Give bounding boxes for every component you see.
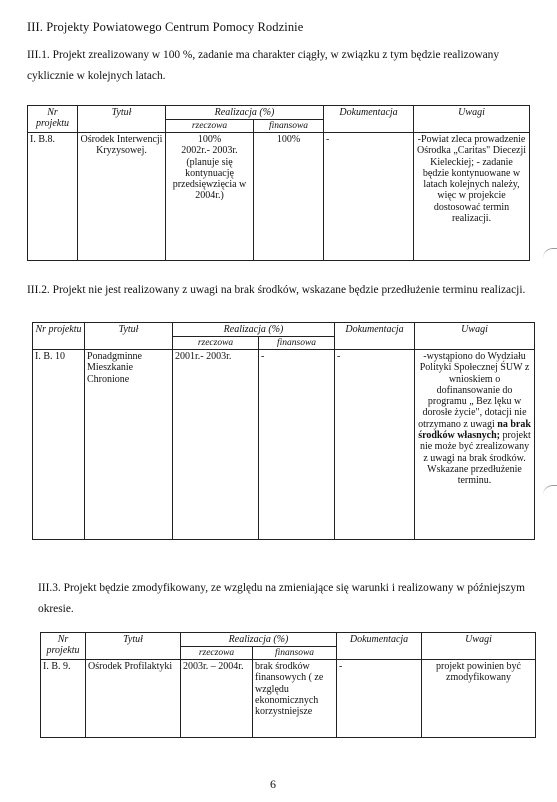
header-dokumentacja: Dokumentacja xyxy=(337,633,422,660)
header-uwagi: Uwagi xyxy=(414,106,530,133)
header-rzeczowa: rzeczowa xyxy=(166,120,254,133)
page-number: 6 xyxy=(270,777,276,791)
rzeczowa-percent: 100% xyxy=(197,134,222,145)
uwagi-part-a: -wystąpiono do Wydziału Polityki Społecznej ŚUW z wnioskiem o dofinansowanie do programu „ Bez lęku w dorosłe życie", dotacji nie otrzymano z uwagi xyxy=(418,351,530,430)
cell-uwagi: -Powiat zleca prowadzenie Ośrodka „Caritas" Diecezji Kieleckiej; - zadanie będzie kontynuowane w latach kolejnych należy, więc w projekcie dostosować termin realizacji. xyxy=(414,133,530,261)
cell-finansowa: brak środków finansowych ( ze względu ekonomicznych korzystniejsze xyxy=(253,660,337,738)
cell-dokumentacja: - xyxy=(337,660,422,738)
uwagi-part-b: na brak środków własnych; xyxy=(418,418,531,442)
scan-margin-mark xyxy=(543,248,557,259)
cell-dokumentacja: - xyxy=(335,350,415,540)
header-nr: Nr projektu xyxy=(33,323,85,350)
cell-rzeczowa: 2003r. – 2004r. xyxy=(181,660,253,738)
section1-text: III.1. Projekt zrealizowany w 100 %, zadanie ma charakter ciągły, w związku z tym będzie realizowany cyklicznie w kolejnych latach. xyxy=(27,49,500,82)
header-tytul: Tytuł xyxy=(86,633,181,660)
header-tytul: Tytuł xyxy=(78,106,166,133)
cell-nr: I. B. 10 xyxy=(33,350,85,540)
cell-tytul: Ponadgminne Mieszkanie Chronione xyxy=(85,350,173,540)
header-realizacja: Realizacja (%) xyxy=(181,633,337,647)
section3-text: III.3. Projekt będzie zmodyfikowany, ze względu na zmieniające się warunki i realizowany w późniejszym okresie. xyxy=(38,582,525,615)
header-rzeczowa: rzeczowa xyxy=(181,647,253,660)
cell-nr: I. B.8. xyxy=(28,133,78,261)
header-finansowa: finansowa xyxy=(254,120,324,133)
header-rzeczowa: rzeczowa xyxy=(173,337,259,350)
cell-finansowa: 100% xyxy=(254,133,324,261)
section-title: III. Projekty Powiatowego Centrum Pomocy Rodzinie xyxy=(27,20,304,34)
header-finansowa: finansowa xyxy=(259,337,335,350)
header-uwagi: Uwagi xyxy=(422,633,536,660)
header-finansowa: finansowa xyxy=(253,647,337,660)
header-realizacja: Realizacja (%) xyxy=(173,323,335,337)
cell-uwagi: projekt powinien być zmodyfikowany xyxy=(422,660,536,738)
cell-nr: I. B. 9. xyxy=(41,660,86,738)
cell-dokumentacja: - xyxy=(324,133,414,261)
header-nr: Nr projektu xyxy=(28,106,78,133)
header-realizacja: Realizacja (%) xyxy=(166,106,324,120)
project-table-1 xyxy=(27,105,530,261)
project-table-3 xyxy=(40,632,536,738)
section2-text: III.2. Projekt nie jest realizowany z uwagi na brak środków, wskazane będzie przedłużenie terminu realizacji. xyxy=(27,284,526,296)
project-table-2 xyxy=(32,322,535,540)
cell-tytul: Ośrodek Interwencji Kryzysowej. xyxy=(78,133,166,261)
cell-rzeczowa xyxy=(166,133,254,261)
header-dokumentacja: Dokumentacja xyxy=(324,106,414,133)
uwagi-part-c: projekt nie może być zrealizowany z uwagi na brak środków. Wskazane przedłużenie terminu. xyxy=(419,430,531,487)
cell-uwagi xyxy=(415,350,535,540)
scan-margin-mark xyxy=(543,485,557,496)
rzeczowa-text: 2002r.- 2003r. (planuje się kontynuację przedsięwzięcia w 2004r.) xyxy=(172,145,247,202)
cell-tytul: Ośrodek Profilaktyki xyxy=(86,660,181,738)
cell-rzeczowa: 2001r.- 2003r. xyxy=(173,350,259,540)
header-tytul: Tytuł xyxy=(85,323,173,350)
header-dokumentacja: Dokumentacja xyxy=(335,323,415,350)
cell-finansowa: - xyxy=(259,350,335,540)
header-uwagi: Uwagi xyxy=(415,323,535,350)
header-nr: Nr projektu xyxy=(41,633,86,660)
